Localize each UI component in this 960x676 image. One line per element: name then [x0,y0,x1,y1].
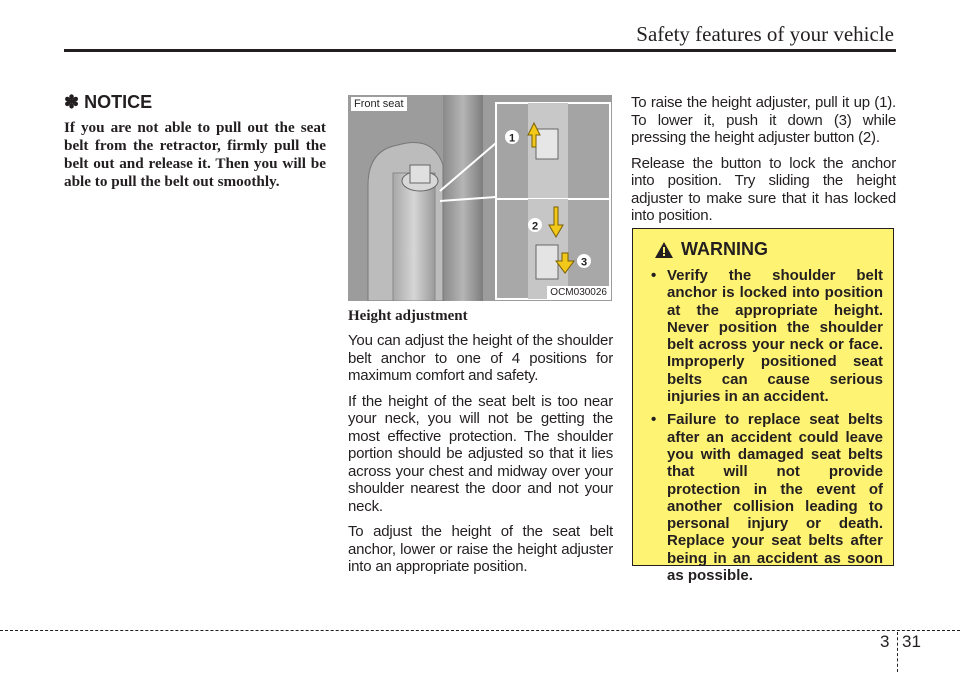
footer-rule [0,630,960,631]
figure-code: OCM030026 [547,286,610,299]
figure-label: Front seat [351,97,407,111]
warning-title [655,239,883,260]
notice-section [64,92,326,191]
page-number-divider [897,632,898,672]
adjuster-instructions [631,94,896,233]
warning-item-text: Failure to replace seat belts after an accident could leave you with damaged seat belts that will not provide protection in the event of another collision leading to personal injury or death. Replace your seat belts after being in an accident as soon as possible. [667,411,883,585]
svg-text:1: 1 [508,132,516,145]
seat-belt-figure [348,95,612,301]
paragraph: You can adjust the height of the shoulder belt anchor to one of 4 positions for maximum comfort and safety. [348,332,613,384]
bullet: • [651,411,657,429]
page-number: 31 [902,632,921,651]
paragraph: If the height of the seat belt is too near your neck, you will not be getting the most effective protection. The shoulder portion should be adjusted so that it lies across your chest and midway over your shoulder nearest the door and not your neck. [348,392,613,515]
svg-text:2: 2 [531,220,539,233]
running-header: Safety features of your vehicle [636,22,894,46]
warning-item [643,267,883,405]
paragraph: Release the button to lock the anchor into position. Try sliding the height adjuster to make sure that it has locked into position. [631,154,896,224]
notice-title [64,92,326,113]
section-heading: Height adjustment [348,308,468,324]
warning-list [643,267,883,584]
paragraph: To raise the height adjuster, pull it up (1). To lower it, push it down (3) while pressing the height adjuster button (2). [631,94,896,146]
warning-title-text: WARNING [681,239,768,259]
paragraph: To adjust the height of the seat belt anchor, lower or raise the height adjuster into an appropriate position. [348,523,613,575]
warning-box [632,228,894,585]
seat-belt-illustration [348,95,612,301]
svg-text:3: 3 [580,256,588,269]
notice-body: If you are not able to pull out the seat belt from the retractor, firmly pull the belt out and release it. Then you will be able to pull the belt out smoothly. [64,119,326,190]
header-rule [64,49,896,52]
notice-title-text: NOTICE [84,92,153,112]
bullet: • [651,267,657,284]
height-adjustment-section [348,308,613,584]
warning-triangle-icon [655,242,673,258]
chapter-number: 3 [880,632,890,651]
asterisk-icon: ✽ [64,92,80,112]
warning-item [643,411,883,584]
warning-item-text: Verify the shoulder belt anchor is locked into position at the appropriate height. Never position the shoulder belt across your neck or face. Improperly positioned seat belts can cause serious injuries in an accident. [667,267,883,406]
